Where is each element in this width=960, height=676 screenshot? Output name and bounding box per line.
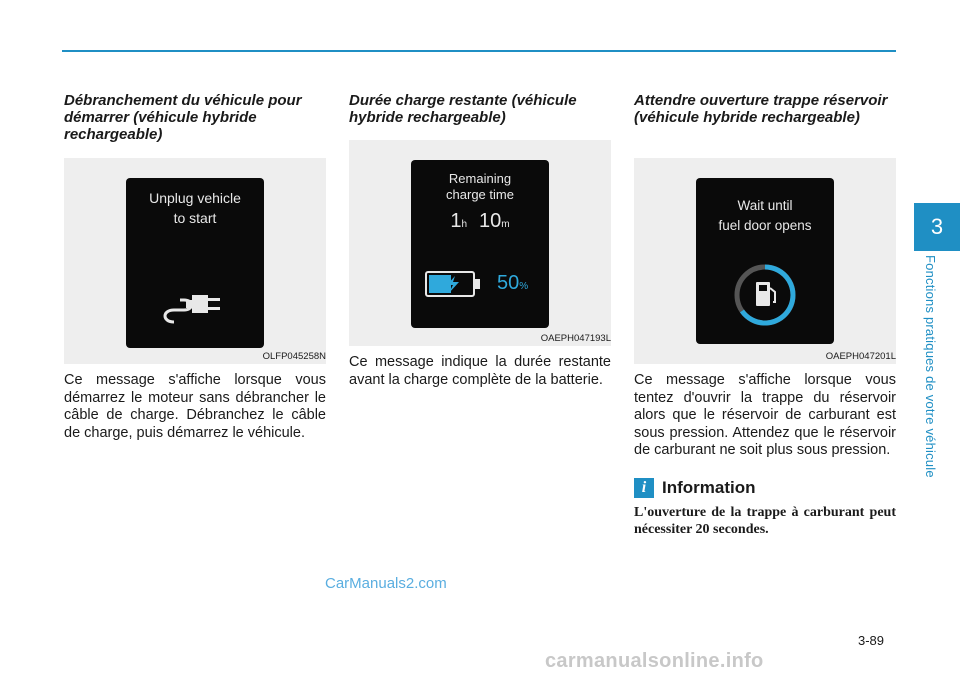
figure-code: OAEPH047201L <box>825 351 896 362</box>
section-heading: Débranchement du véhicule pour démarrer (véhicule hybride rechargeable) <box>64 92 302 143</box>
figure-remaining-charge <box>349 140 611 346</box>
battery-percent: 50 <box>497 272 520 294</box>
time-minutes-unit: m <box>501 219 510 230</box>
section-unplug <box>64 92 326 442</box>
chapter-title-text: Fonctions pratiques de votre véhicule <box>923 255 938 478</box>
footer-watermark: carmanualsonline.info <box>545 650 764 672</box>
top-rule <box>62 50 896 52</box>
battery-level <box>497 272 528 295</box>
section-body: Ce message s'affiche lorsque vous démarrez le moteur sans débrancher le câble de charge. Débranchez le câble de charge, puis démarrez le véhicule. <box>64 372 326 441</box>
watermark: CarManuals2.com <box>325 575 447 592</box>
time-hours-unit: h <box>461 219 468 230</box>
chapter-tab: 3 <box>914 203 960 251</box>
section-heading: Durée charge restante (véhicule hybride rechargeable) <box>349 92 577 126</box>
screen-line-2: to start <box>173 210 217 226</box>
time-hours: 1 <box>450 210 462 232</box>
screen-line-1: Unplug vehicle <box>149 190 241 206</box>
information-title: Information <box>662 477 756 497</box>
page-number: 3-89 <box>858 633 885 648</box>
figure-fuel-door <box>634 158 896 364</box>
time-minutes: 10 <box>479 210 502 232</box>
information-text: L'ouverture de la trappe à carburant peut nécessiter 20 secondes. <box>634 504 896 537</box>
section-fuel-door <box>634 92 896 538</box>
section-body: Ce message indique la durée restante avant la charge complète de la batterie. <box>349 354 611 388</box>
cluster-screen <box>411 160 549 328</box>
section-heading: Attendre ouverture trappe réservoir (véhicule hybride rechargeable) <box>634 92 888 126</box>
screen-line-2: charge time <box>446 187 514 202</box>
figure-code: OAEPH047193L <box>540 333 611 344</box>
battery-icon <box>425 270 481 298</box>
screen-line-1: Remaining <box>448 171 512 186</box>
plug-icon <box>162 270 242 330</box>
figure-unplug <box>64 158 326 364</box>
charge-time <box>411 210 549 233</box>
information-header <box>634 478 896 498</box>
information-icon: i <box>634 478 654 498</box>
screen-line-2: fuel door opens <box>718 218 812 233</box>
screen-line-1: Wait until <box>737 198 793 213</box>
cluster-screen <box>126 178 264 348</box>
section-body: Ce message s'affiche lorsque vous tentez d'ouvrir la trappe du réservoir alors que le réservoir de carburant est sous pression. Attendez que le réservoir de carburant ne soit plus sous pression. <box>634 372 896 458</box>
section-remaining-charge <box>349 92 611 389</box>
fuel-pump-icon <box>732 262 798 328</box>
battery-percent-unit: % <box>519 281 529 292</box>
figure-code: OLFP045258N <box>262 351 326 362</box>
chapter-title <box>920 255 942 505</box>
cluster-screen <box>696 178 834 344</box>
